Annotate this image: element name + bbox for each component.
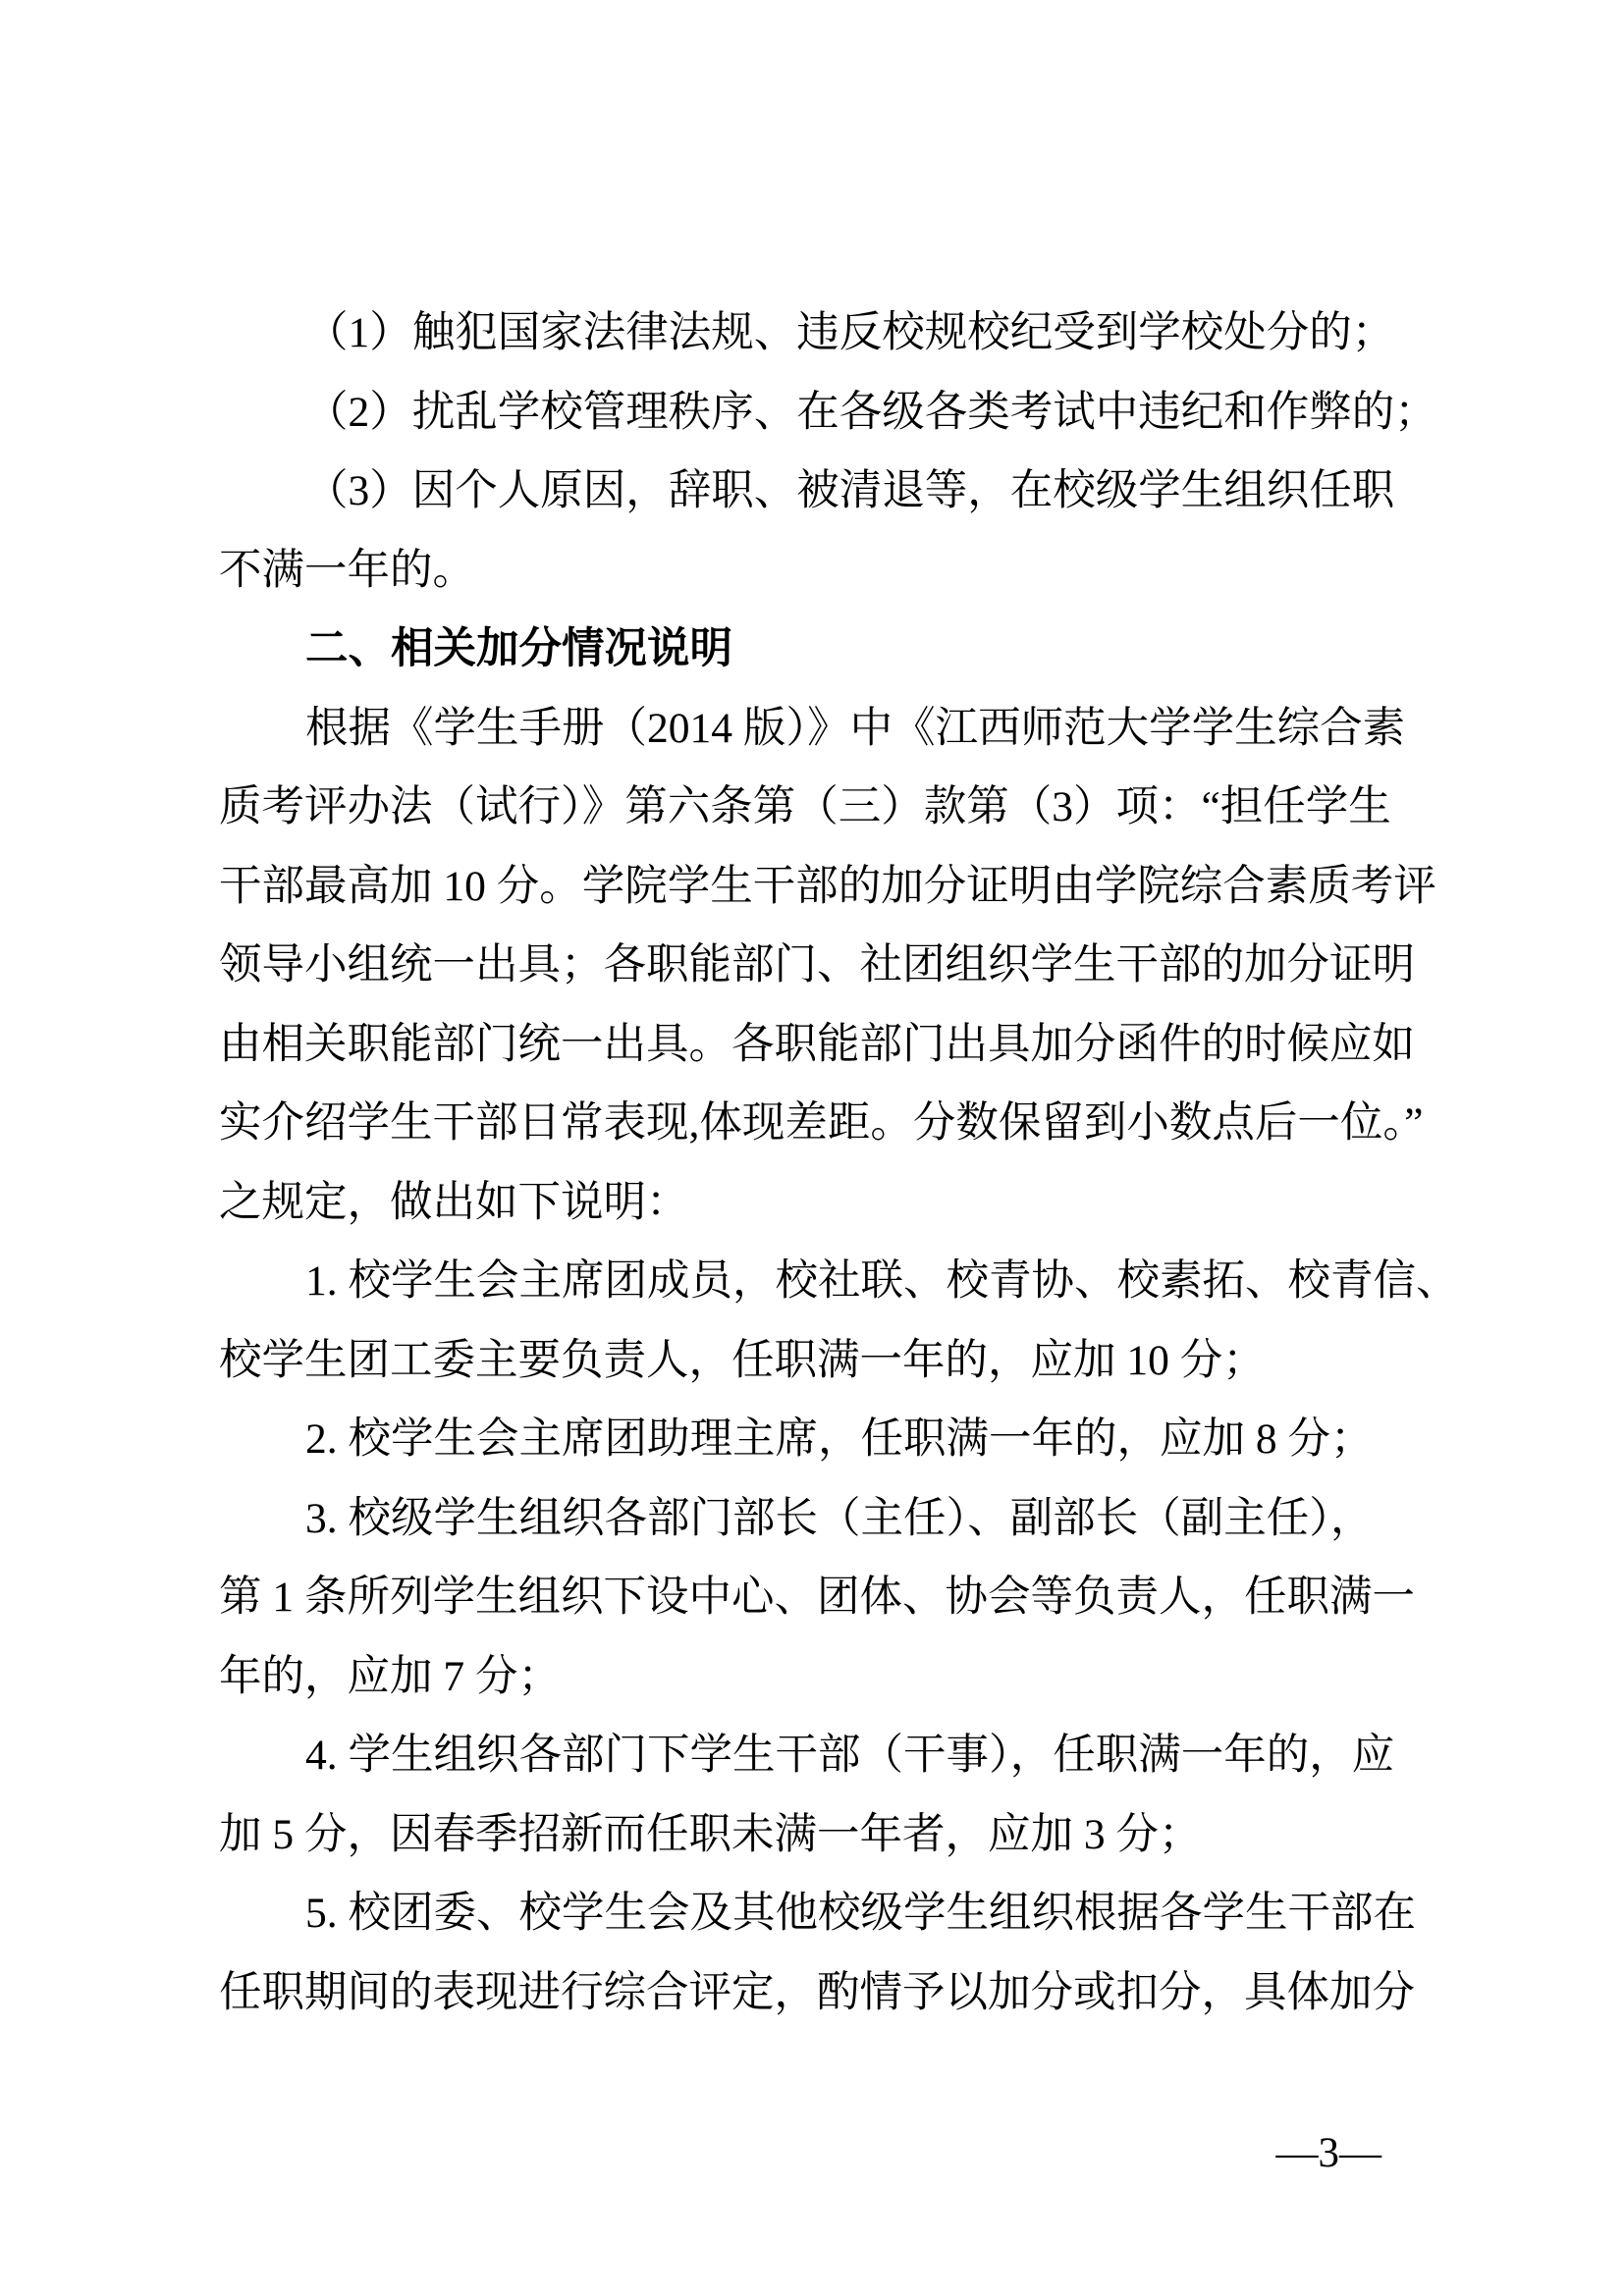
list-item-5-continuation: 任职期间的表现进行综合评定，酌情予以加分或扣分，具体加分 (219, 1968, 1415, 2016)
numbered-item-1-line: （1）触犯国家法律法规、违反校规校纪受到学校处分的； (305, 309, 1395, 356)
paragraph-line: 根据《学生手册（2014 版）》中《江西师范大学学生综合素 (305, 704, 1406, 752)
paragraph-line: 领导小组统一出具；各职能部门、社团组织学生干部的加分证明 (219, 941, 1415, 988)
list-item-3-continuation: 第 1 条所列学生组织下设中心、团体、协会等负责人，任职满一 (219, 1574, 1415, 1621)
list-item-1-line: 1. 校学生会主席团成员，校社联、校青协、校素拓、校青信、 (305, 1257, 1459, 1305)
paragraph-line: 干部最高加 10 分。学院学生干部的加分证明由学院综合素质考评 (219, 862, 1436, 910)
list-item-1-continuation: 校学生团工委主要负责人，任职满一年的，应加 10 分； (219, 1336, 1266, 1384)
list-item-4-continuation: 加 5 分，因春季招新而任职未满一年者，应加 3 分； (219, 1810, 1202, 1858)
list-item-5-line: 5. 校团委、校学生会及其他校级学生组织根据各学生干部在 (305, 1890, 1416, 1937)
document-text (219, 294, 1459, 2032)
paragraph-line: 之规定，做出如下说明： (219, 1178, 689, 1226)
list-item-3-continuation: 年的，应加 7 分； (219, 1652, 561, 1700)
section-heading: 二、相关加分情况说明 (305, 625, 732, 672)
paragraph-line: 质考评办法（试行）》第六条第（三）款第（3）项：“担任学生 (219, 783, 1391, 830)
page-number: —3— (1275, 2130, 1381, 2176)
paragraph-line: 由相关职能部门统一出具。各职能部门出具加分函件的时候应如 (219, 1020, 1415, 1068)
numbered-item-2-line: （2）扰乱学校管理秩序、在各级各类考试中违纪和作弊的； (305, 388, 1437, 436)
list-item-3-line: 3. 校级学生组织各部门部长（主任）、副部长（副主任）， (305, 1494, 1374, 1542)
paragraph-line: 实介绍学生干部日常表现,体现差距。分数保留到小数点后一位。” (219, 1099, 1424, 1147)
list-item-2-line: 2. 校学生会主席团助理主席，任职满一年的，应加 8 分； (305, 1415, 1374, 1463)
numbered-item-3-continuation: 不满一年的。 (219, 546, 475, 594)
numbered-item-3-line: （3）因个人原因，辞职、被清退等，在校级学生组织任职 (305, 467, 1395, 514)
list-item-4-line: 4. 学生组织各部门下学生干部（干事），任职满一年的，应 (305, 1732, 1395, 1779)
